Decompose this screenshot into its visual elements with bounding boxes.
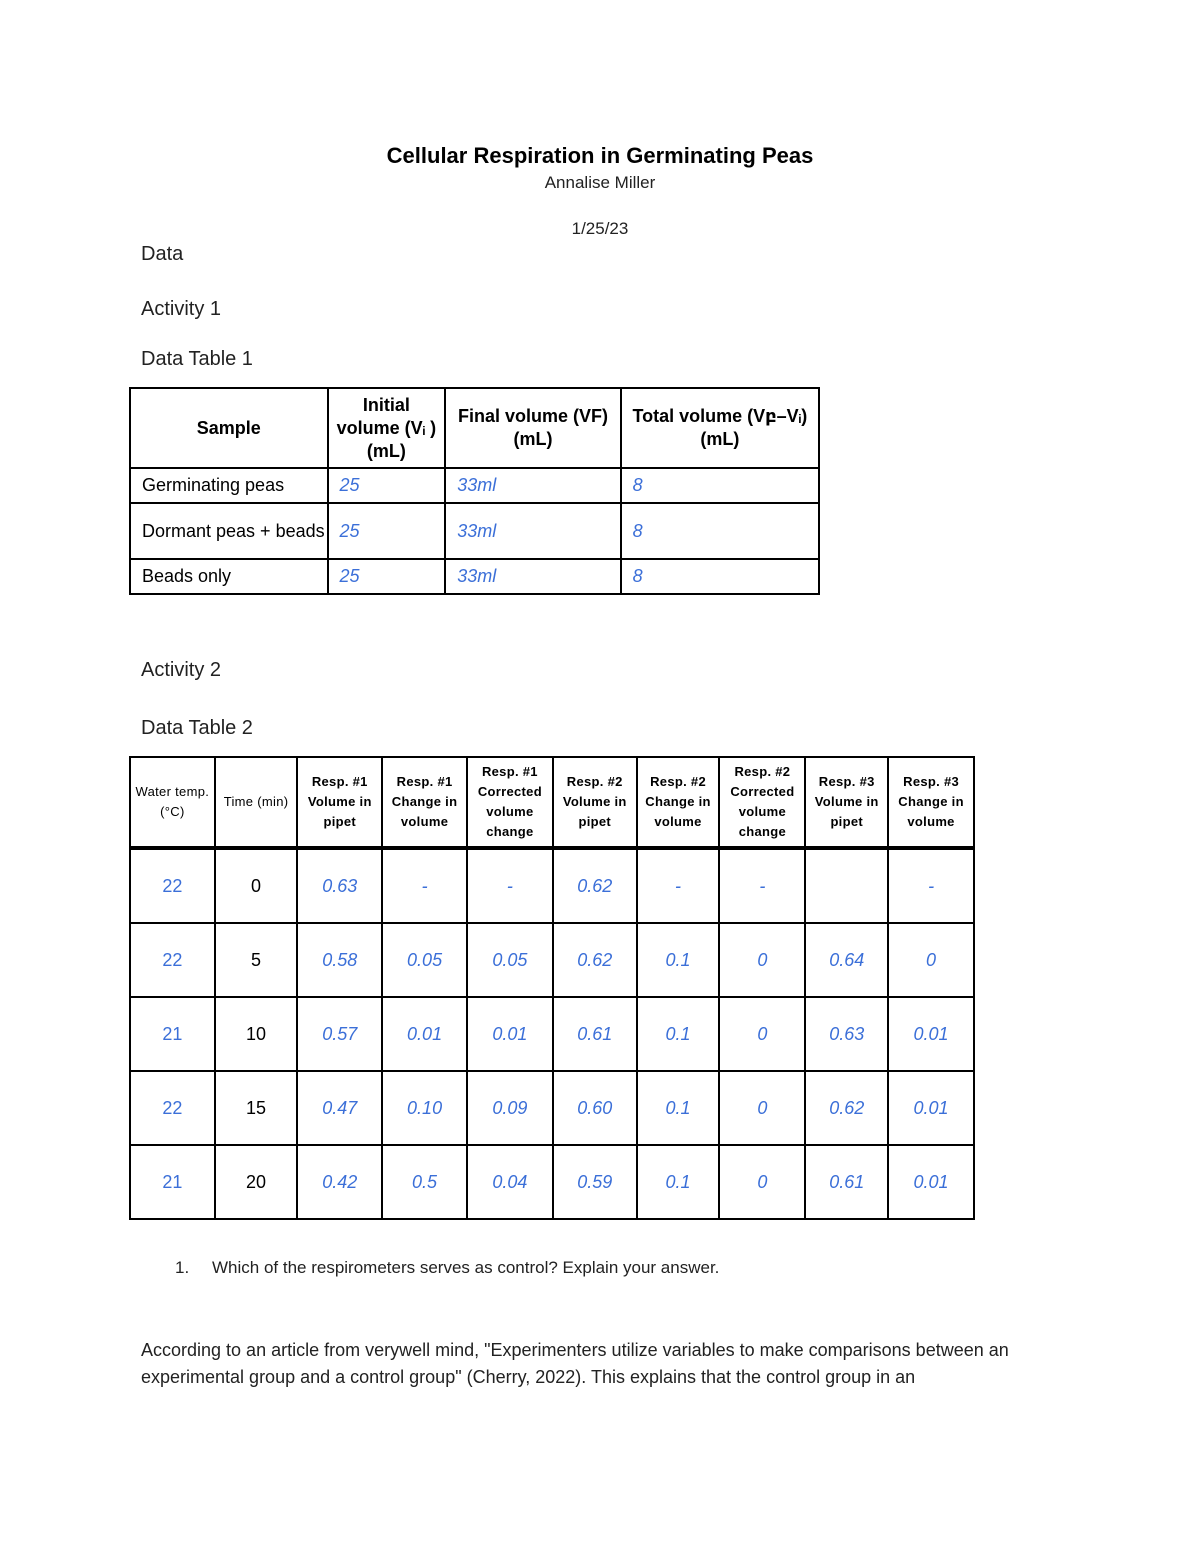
cell-final: 33ml: [445, 559, 620, 594]
table-row: [130, 503, 819, 559]
table-row: [130, 848, 974, 923]
table-header-row: [130, 757, 974, 848]
header-time: Time (min): [215, 757, 298, 848]
cell-resp1-volume: 0.63: [297, 848, 382, 923]
question-1: [175, 1258, 719, 1278]
data-table-2: [129, 756, 975, 1220]
header-resp3-volume: Resp. #3 Volume in pipet: [805, 757, 888, 848]
cell-sample: Dormant peas + beads: [130, 503, 328, 559]
cell-resp1-corrected: 0.05: [467, 923, 553, 997]
cell-total: 8: [621, 559, 819, 594]
table-row: [130, 468, 819, 503]
cell-resp2-change: -: [637, 848, 720, 923]
cell-resp2-change: 0.1: [637, 923, 720, 997]
cell-resp3-change: 0.01: [888, 997, 974, 1071]
cell-resp2-volume: 0.59: [553, 1145, 637, 1219]
data-table-1-caption: Data Table 1: [141, 348, 253, 370]
cell-water-temp: 22: [130, 1071, 215, 1145]
header-initial-volume: Initial volume (Vᵢ ) (mL): [328, 388, 446, 468]
table-row: [130, 997, 974, 1071]
cell-resp1-change: 0.5: [382, 1145, 467, 1219]
header-final-volume: Final volume (VF) (mL): [445, 388, 620, 468]
section-heading-data: Data: [141, 243, 184, 265]
cell-resp1-corrected: 0.09: [467, 1071, 553, 1145]
cell-time: 20: [215, 1145, 298, 1219]
cell-resp2-corrected: 0: [719, 1145, 805, 1219]
author-name: Annalise Miller: [544, 173, 656, 192]
cell-resp1-volume: 0.58: [297, 923, 382, 997]
table-row: [130, 1071, 974, 1145]
question-number: 1.: [175, 1258, 190, 1277]
data-table-2-caption: Data Table 2: [141, 717, 253, 739]
header-resp2-volume: Resp. #2 Volume in pipet: [553, 757, 637, 848]
cell-resp2-volume: 0.62: [553, 848, 637, 923]
activity-2-heading: Activity 2: [141, 659, 222, 681]
cell-resp1-change: 0.01: [382, 997, 467, 1071]
header-water-temp: Water temp. (°C): [130, 757, 215, 848]
cell-time: 10: [215, 997, 298, 1071]
header-resp1-change: Resp. #1 Change in volume: [382, 757, 467, 848]
table-row: [130, 559, 819, 594]
header-resp2-corrected: Resp. #2 Corrected volume change: [719, 757, 805, 848]
header-resp1-corrected: Resp. #1 Corrected volume change: [467, 757, 553, 848]
cell-initial: 25: [328, 468, 446, 503]
header-resp3-change: Resp. #3 Change in volume: [888, 757, 974, 848]
cell-initial: 25: [328, 503, 446, 559]
header-resp1-volume: Resp. #1 Volume in pipet: [297, 757, 382, 848]
cell-time: 5: [215, 923, 298, 997]
cell-resp2-corrected: -: [719, 848, 805, 923]
cell-water-temp: 22: [130, 848, 215, 923]
cell-water-temp: 21: [130, 997, 215, 1071]
activity-1-heading: Activity 1: [141, 298, 222, 320]
cell-resp3-change: 0.01: [888, 1145, 974, 1219]
table-row: [130, 923, 974, 997]
table-row: [130, 1145, 974, 1219]
cell-final: 33ml: [445, 503, 620, 559]
cell-resp1-volume: 0.42: [297, 1145, 382, 1219]
cell-resp2-change: 0.1: [637, 997, 720, 1071]
cell-water-temp: 21: [130, 1145, 215, 1219]
cell-resp2-volume: 0.60: [553, 1071, 637, 1145]
question-text: Which of the respirometers serves as control? Explain your answer.: [212, 1258, 720, 1277]
answer-paragraph: According to an article from verywell mind, "Experimenters utilize variables to make comparisons between an experimental group and a control group" (Cherry, 2022). This explains that the control group in an: [141, 1340, 1009, 1387]
cell-resp3-volume: 0.63: [805, 997, 888, 1071]
cell-total: 8: [621, 503, 819, 559]
cell-resp2-corrected: 0: [719, 923, 805, 997]
cell-resp2-change: 0.1: [637, 1071, 720, 1145]
cell-time: 15: [215, 1071, 298, 1145]
cell-resp2-change: 0.1: [637, 1145, 720, 1219]
cell-resp1-change: -: [382, 848, 467, 923]
document-date: 1/25/23: [571, 219, 629, 238]
cell-time: 0: [215, 848, 298, 923]
cell-resp3-change: 0.01: [888, 1071, 974, 1145]
cell-resp1-corrected: -: [467, 848, 553, 923]
cell-sample: Beads only: [130, 559, 328, 594]
cell-resp3-volume: 0.61: [805, 1145, 888, 1219]
cell-water-temp: 22: [130, 923, 215, 997]
cell-resp1-volume: 0.57: [297, 997, 382, 1071]
cell-resp3-change: 0: [888, 923, 974, 997]
cell-resp1-volume: 0.47: [297, 1071, 382, 1145]
cell-resp3-volume: 0.62: [805, 1071, 888, 1145]
data-table-1: [129, 387, 820, 595]
cell-resp3-volume: 0.64: [805, 923, 888, 997]
cell-resp2-corrected: 0: [719, 1071, 805, 1145]
cell-resp2-volume: 0.61: [553, 997, 637, 1071]
cell-final: 33ml: [445, 468, 620, 503]
cell-resp1-corrected: 0.04: [467, 1145, 553, 1219]
cell-resp2-volume: 0.62: [553, 923, 637, 997]
header-resp2-change: Resp. #2 Change in volume: [637, 757, 720, 848]
cell-resp1-change: 0.10: [382, 1071, 467, 1145]
cell-sample: Germinating peas: [130, 468, 328, 503]
cell-initial: 25: [328, 559, 446, 594]
cell-resp3-volume: [805, 848, 888, 923]
header-sample: Sample: [130, 388, 328, 468]
cell-resp2-corrected: 0: [719, 997, 805, 1071]
cell-total: 8: [621, 468, 819, 503]
cell-resp3-change: -: [888, 848, 974, 923]
cell-resp1-corrected: 0.01: [467, 997, 553, 1071]
header-total-volume: Total volume (Vբ–Vᵢ) (mL): [621, 388, 819, 468]
document-title: Cellular Respiration in Germinating Peas: [386, 143, 814, 168]
cell-resp1-change: 0.05: [382, 923, 467, 997]
table-header-row: [130, 388, 819, 468]
